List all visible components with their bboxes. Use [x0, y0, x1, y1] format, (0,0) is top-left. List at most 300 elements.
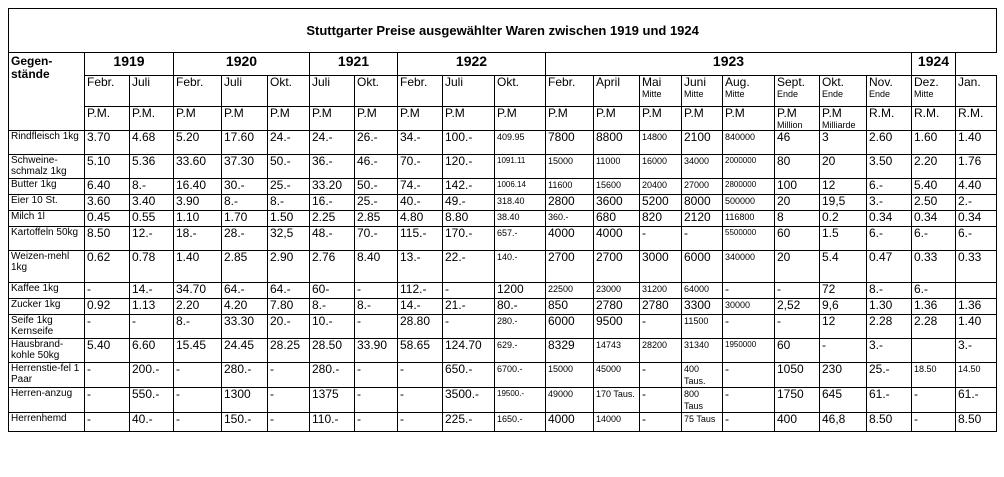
price-cell: 8800 [594, 131, 640, 155]
month-label: Jan. [958, 75, 981, 89]
price-cell: 6000 [546, 315, 594, 339]
price-cell: 20400 [640, 179, 682, 195]
price-sheet [8, 8, 996, 432]
month-header [956, 76, 997, 107]
price-cell: - [268, 388, 310, 413]
price-cell: - [174, 388, 222, 413]
price-cell: 1.76 [956, 155, 997, 179]
price-cell: - [85, 283, 130, 299]
unit-header [594, 107, 640, 131]
month-header [594, 76, 640, 107]
month-header [85, 76, 130, 107]
price-cell: 2.- [956, 195, 997, 211]
price-cell: 340000 [723, 251, 775, 283]
price-cell: 2,52 [775, 299, 820, 315]
price-cell: 5.10 [85, 155, 130, 179]
price-cell: 16000 [640, 155, 682, 179]
unit-header [546, 107, 594, 131]
price-cell: - [820, 339, 867, 363]
price-cell: - [355, 363, 398, 388]
month-label: Juli [312, 75, 331, 89]
price-cell: 4.80 [398, 211, 443, 227]
unit-label: R.M. [958, 106, 984, 120]
table-row [9, 179, 997, 195]
price-cell: - [398, 363, 443, 388]
price-cell: 3300 [682, 299, 723, 315]
price-cell: 5.20 [174, 131, 222, 155]
price-cell: 0.34 [912, 211, 956, 227]
price-cell: 5.40 [912, 179, 956, 195]
unit-header [222, 107, 268, 131]
unit-label: P.M [400, 106, 420, 120]
price-cell: 645 [820, 388, 867, 413]
month-label: Okt. [497, 75, 520, 89]
price-cell: 30000 [723, 299, 775, 315]
month-label: Febr. [400, 75, 428, 89]
price-cell: 1091.11 [495, 155, 546, 179]
price-cell: 550.- [130, 388, 174, 413]
price-cell: 19500.- [495, 388, 546, 413]
table-row [9, 211, 997, 227]
price-cell: - [130, 315, 174, 339]
month-header [222, 76, 268, 107]
price-cell: 46.- [355, 155, 398, 179]
price-cell: 8 [775, 211, 820, 227]
price-cell: 200.- [130, 363, 174, 388]
items-header-line1: Gegen- [11, 54, 53, 68]
unit-header [443, 107, 495, 131]
price-cell: 1375 [310, 388, 355, 413]
price-cell: 5500000 [723, 227, 775, 251]
unit-header [682, 107, 723, 131]
price-cell: 16.- [310, 195, 355, 211]
price-cell: 280.- [495, 315, 546, 339]
year-header-1924: 1924 [912, 53, 956, 76]
table-row [9, 315, 997, 339]
price-cell: 17.60 [222, 131, 268, 155]
year-header-1920: 1920 [174, 53, 310, 76]
price-cell: - [723, 413, 775, 432]
month-header [546, 76, 594, 107]
price-cell: 14800 [640, 131, 682, 155]
price-cell: 25.- [355, 195, 398, 211]
month-sublabel: Ende [777, 89, 799, 99]
price-cell: 120.- [443, 155, 495, 179]
price-cell: 60 [775, 339, 820, 363]
price-cell: 8000 [682, 195, 723, 211]
month-label: April [596, 75, 621, 89]
price-cell: 0.62 [85, 251, 130, 283]
price-cell: - [723, 388, 775, 413]
price-cell: - [355, 315, 398, 339]
price-cell: 25.- [268, 179, 310, 195]
price-cell: 225.- [443, 413, 495, 432]
price-cell: 629.- [495, 339, 546, 363]
price-cell: 6.- [867, 179, 912, 195]
item-name: Herrenhemd [9, 413, 85, 432]
unit-label: P.M. [132, 106, 156, 120]
unit-label: R.M. [914, 106, 940, 120]
unit-label: P.M [684, 106, 704, 120]
price-cell: 1050 [775, 363, 820, 388]
price-cell: 28.80 [398, 315, 443, 339]
unit-header [867, 107, 912, 131]
price-cell: 40.- [130, 413, 174, 432]
price-cell: 30.- [222, 179, 268, 195]
price-cell: 8.50 [867, 413, 912, 432]
item-name: Eier 10 St. [9, 195, 85, 211]
price-cell: 3.- [867, 195, 912, 211]
price-cell: 5.4 [820, 251, 867, 283]
price-cell: 850 [546, 299, 594, 315]
price-cell: 1300 [222, 388, 268, 413]
price-cell: 6.40 [85, 179, 130, 195]
month-sublabel: Mitte [684, 89, 704, 99]
month-header [398, 76, 443, 107]
price-cell: 4000 [546, 227, 594, 251]
item-name: Kartoffeln 50kg [9, 227, 85, 251]
price-cell: 2780 [594, 299, 640, 315]
unit-header [775, 107, 820, 131]
price-cell: 31340 [682, 339, 723, 363]
price-cell: 4000 [546, 413, 594, 432]
table-row [9, 155, 997, 179]
price-cell: 36.- [310, 155, 355, 179]
price-cell: 20.- [268, 315, 310, 339]
price-cell: 0.33 [912, 251, 956, 283]
price-cell: 1.30 [867, 299, 912, 315]
price-cell: 4.40 [956, 179, 997, 195]
price-cell: - [443, 283, 495, 299]
price-cell: 500000 [723, 195, 775, 211]
price-cell: 3.60 [85, 195, 130, 211]
price-cell: 38.40 [495, 211, 546, 227]
price-cell: 14743 [594, 339, 640, 363]
price-cell: 49000 [546, 388, 594, 413]
unit-header [174, 107, 222, 131]
unit-sublabel: Million [777, 120, 803, 130]
price-cell: 400 Taus. [682, 363, 723, 388]
price-cell: 31200 [640, 283, 682, 299]
price-cell: 1.13 [130, 299, 174, 315]
month-header [820, 76, 867, 107]
price-cell: 2780 [640, 299, 682, 315]
price-cell: 2800000 [723, 179, 775, 195]
unit-label: P.M [725, 106, 745, 120]
unit-header-row [9, 107, 997, 131]
price-cell: 49.- [443, 195, 495, 211]
price-cell: 1.36 [912, 299, 956, 315]
price-cell: 61.- [867, 388, 912, 413]
price-cell: 22.- [443, 251, 495, 283]
month-header-row [9, 76, 997, 107]
price-cell: 72 [820, 283, 867, 299]
price-cell: 1650.- [495, 413, 546, 432]
month-sublabel: Ende [822, 89, 844, 99]
price-cell: - [723, 363, 775, 388]
price-cell: - [85, 315, 130, 339]
price-cell: 26.- [355, 131, 398, 155]
item-name: Herren-anzug [9, 388, 85, 413]
price-cell: 28.50 [310, 339, 355, 363]
month-header [912, 76, 956, 107]
price-cell: 14.50 [956, 363, 997, 388]
price-cell: 6.- [867, 227, 912, 251]
price-cell: 115.- [398, 227, 443, 251]
price-cell: - [912, 388, 956, 413]
price-cell: 150.- [222, 413, 268, 432]
month-sublabel: Mitte [914, 89, 934, 99]
price-cell: 12 [820, 179, 867, 195]
item-name: Herrenstie-fel 1 Paar [9, 363, 85, 388]
price-cell: 11500 [682, 315, 723, 339]
item-name: Kaffee 1kg [9, 283, 85, 299]
price-cell: 7800 [546, 131, 594, 155]
table-row [9, 413, 997, 432]
price-cell: - [723, 315, 775, 339]
unit-header [495, 107, 546, 131]
price-cell: 64.- [268, 283, 310, 299]
price-cell: 50.- [355, 179, 398, 195]
price-cell: 6.60 [130, 339, 174, 363]
month-header [682, 76, 723, 107]
price-cell: - [85, 388, 130, 413]
price-cell: 280.- [222, 363, 268, 388]
unit-label: P.M [312, 106, 332, 120]
price-cell: 61.- [956, 388, 997, 413]
price-cell: 1.36 [956, 299, 997, 315]
month-label: Mai [642, 75, 662, 89]
item-name: Weizen-mehl 1kg [9, 251, 85, 283]
price-cell: 16.40 [174, 179, 222, 195]
price-cell: 70.- [398, 155, 443, 179]
table-row [9, 363, 997, 388]
price-cell: 28.25 [268, 339, 310, 363]
price-cell: 800 Taus [682, 388, 723, 413]
price-cell: 5200 [640, 195, 682, 211]
price-cell: 2.76 [310, 251, 355, 283]
price-cell: 680 [594, 211, 640, 227]
price-cell: 2.28 [867, 315, 912, 339]
unit-header [310, 107, 355, 131]
price-cell: 22500 [546, 283, 594, 299]
price-cell: 80.- [495, 299, 546, 315]
price-cell: 8.50 [85, 227, 130, 251]
price-cell: 8.- [222, 195, 268, 211]
month-label: Juli [132, 75, 151, 89]
unit-label: P.M [642, 106, 662, 120]
items-header-line2: stände [11, 67, 50, 81]
price-cell: 1.50 [268, 211, 310, 227]
year-header-1921: 1921 [310, 53, 398, 76]
price-cell: 75 Taus [682, 413, 723, 432]
price-cell: 1006.14 [495, 179, 546, 195]
price-cell: 170.- [443, 227, 495, 251]
price-cell: 0.2 [820, 211, 867, 227]
month-header [355, 76, 398, 107]
price-cell: 58.65 [398, 339, 443, 363]
price-cell: 1200 [495, 283, 546, 299]
price-cell: 45000 [594, 363, 640, 388]
price-cell: 8.- [355, 299, 398, 315]
price-cell: 3.- [867, 339, 912, 363]
unit-sublabel: Milliarde [822, 120, 856, 130]
price-cell: 400 [775, 413, 820, 432]
unit-label: P.M [822, 106, 842, 120]
price-cell: 5.36 [130, 155, 174, 179]
price-cell: - [355, 413, 398, 432]
price-cell: - [682, 227, 723, 251]
price-cell: 14000 [594, 413, 640, 432]
price-cell: 37.30 [222, 155, 268, 179]
unit-header [820, 107, 867, 131]
price-cell: 1950000 [723, 339, 775, 363]
price-cell: - [268, 363, 310, 388]
price-cell: 20 [820, 155, 867, 179]
item-name: Rindfleisch 1kg [9, 131, 85, 155]
price-cell: 230 [820, 363, 867, 388]
price-cell: 8.50 [956, 413, 997, 432]
price-cell: 27000 [682, 179, 723, 195]
price-cell: 6.- [912, 227, 956, 251]
price-cell: 1.60 [912, 131, 956, 155]
price-cell: - [775, 283, 820, 299]
month-label: Sept. [777, 75, 806, 89]
month-header [443, 76, 495, 107]
price-cell: 8.40 [355, 251, 398, 283]
price-cell: 840000 [723, 131, 775, 155]
price-cell: 12.- [130, 227, 174, 251]
price-cell: 8329 [546, 339, 594, 363]
month-sublabel: Mitte [642, 89, 662, 99]
unit-header [912, 107, 956, 131]
unit-label: P.M [777, 106, 797, 120]
price-cell: 116800 [723, 211, 775, 227]
unit-header [398, 107, 443, 131]
month-label: Okt. [822, 75, 845, 89]
price-cell: 14.- [398, 299, 443, 315]
price-cell: 7.80 [268, 299, 310, 315]
price-cell: 4000 [594, 227, 640, 251]
price-cell: 20 [775, 251, 820, 283]
price-cell: 24.- [310, 131, 355, 155]
price-cell: 25.- [867, 363, 912, 388]
price-cell: - [398, 413, 443, 432]
item-name: Schweine-schmalz 1kg [9, 155, 85, 179]
price-cell: 18.- [174, 227, 222, 251]
price-cell: - [723, 283, 775, 299]
price-cell: 24.45 [222, 339, 268, 363]
month-header [775, 76, 820, 107]
price-cell: 0.34 [867, 211, 912, 227]
price-cell: 1.5 [820, 227, 867, 251]
unit-label: P.M [224, 106, 244, 120]
price-cell: 2000000 [723, 155, 775, 179]
table-row [9, 299, 997, 315]
price-cell: 23000 [594, 283, 640, 299]
price-cell: - [174, 413, 222, 432]
price-cell: 24.- [268, 131, 310, 155]
price-cell: 19,5 [820, 195, 867, 211]
month-label: Okt. [270, 75, 293, 89]
price-cell: 48.- [310, 227, 355, 251]
price-cell: 80 [775, 155, 820, 179]
price-cell: 34.70 [174, 283, 222, 299]
price-cell: 280.- [310, 363, 355, 388]
month-label: Okt. [357, 75, 380, 89]
table-row [9, 251, 997, 283]
price-cell: 112.- [398, 283, 443, 299]
price-cell: 124.70 [443, 339, 495, 363]
table-row [9, 339, 997, 363]
price-cell: 3.70 [85, 131, 130, 155]
price-cell: 3000 [640, 251, 682, 283]
price-cell: 1.40 [174, 251, 222, 283]
price-cell: 3.- [956, 339, 997, 363]
price-cell: 11000 [594, 155, 640, 179]
price-cell: 2.50 [912, 195, 956, 211]
month-label: Aug. [725, 75, 750, 89]
price-cell: 142.- [443, 179, 495, 195]
price-cell: 46 [775, 131, 820, 155]
price-cell [956, 283, 997, 299]
price-cell: 100.- [443, 131, 495, 155]
price-cell: - [85, 413, 130, 432]
price-cell: 0.55 [130, 211, 174, 227]
price-cell: 20 [775, 195, 820, 211]
price-cell: 4.68 [130, 131, 174, 155]
price-cell: 1.70 [222, 211, 268, 227]
price-cell: - [355, 388, 398, 413]
price-cell: 8.- [867, 283, 912, 299]
price-cell: 34.- [398, 131, 443, 155]
price-cell: 2800 [546, 195, 594, 211]
unit-label: P.M [176, 106, 196, 120]
month-label: Febr. [87, 75, 115, 89]
price-cell: 6.- [912, 283, 956, 299]
price-cell: 15000 [546, 363, 594, 388]
month-sublabel: Mitte [725, 89, 745, 99]
price-cell: 8.80 [443, 211, 495, 227]
month-label: Febr. [548, 75, 576, 89]
year-header-1922: 1922 [398, 53, 546, 76]
year-header-1919: 1919 [85, 53, 174, 76]
price-cell: 0.45 [85, 211, 130, 227]
price-cell: 1.40 [956, 131, 997, 155]
item-name: Zucker 1kg [9, 299, 85, 315]
price-cell: 3.90 [174, 195, 222, 211]
price-cell: - [775, 315, 820, 339]
price-cell: 33.90 [355, 339, 398, 363]
price-cell: 1.10 [174, 211, 222, 227]
price-cell: 0.33 [956, 251, 997, 283]
table-title: Stuttgarter Preise ausgewählter Waren zwischen 1919 und 1924 [9, 9, 997, 53]
price-cell: 3.50 [867, 155, 912, 179]
price-cell: 1.40 [956, 315, 997, 339]
price-cell: 2.90 [268, 251, 310, 283]
month-label: Juli [224, 75, 243, 89]
unit-label: P.M [548, 106, 568, 120]
unit-header [85, 107, 130, 131]
unit-label: R.M. [869, 106, 895, 120]
price-cell: - [85, 363, 130, 388]
item-name: Milch 1l [9, 211, 85, 227]
price-cell: - [355, 283, 398, 299]
price-cell: 820 [640, 211, 682, 227]
price-cell: 11600 [546, 179, 594, 195]
price-cell: - [640, 413, 682, 432]
price-cell: 2.20 [174, 299, 222, 315]
